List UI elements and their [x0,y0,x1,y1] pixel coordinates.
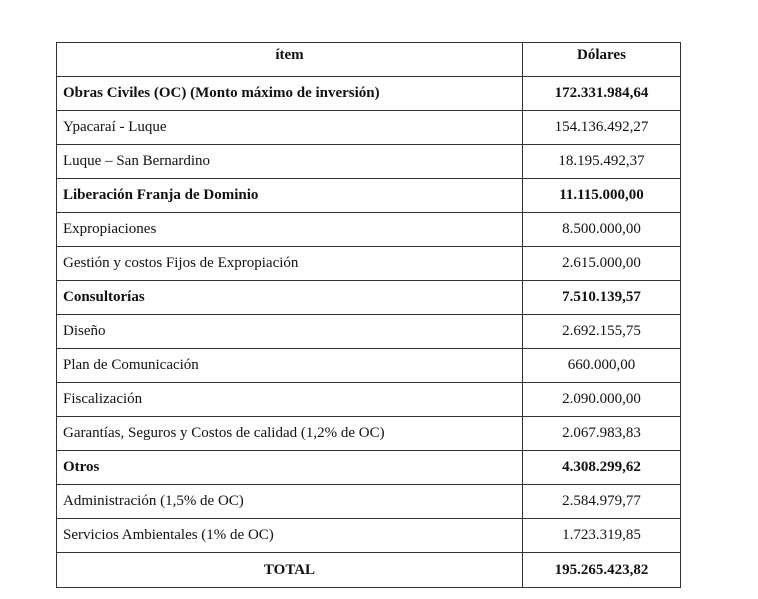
row-value: 2.584.979,77 [523,485,681,519]
table-row [57,145,681,179]
table-row [57,111,681,145]
table-row [57,519,681,553]
row-item: Plan de Comunicación [57,349,523,383]
budget-table [56,42,681,588]
row-item: Ypacaraí - Luque [57,111,523,145]
row-value: 4.308.299,62 [523,451,681,485]
table-section-row [57,281,681,315]
table-section-row [57,77,681,111]
row-item: Fiscalización [57,383,523,417]
table-section-row [57,179,681,213]
row-value: 18.195.492,37 [523,145,681,179]
row-value: 2.692.155,75 [523,315,681,349]
row-item: Liberación Franja de Dominio [57,179,523,213]
row-value: 2.067.983,83 [523,417,681,451]
row-item: Otros [57,451,523,485]
row-value: 2.615.000,00 [523,247,681,281]
table-row [57,213,681,247]
row-value: 7.510.139,57 [523,281,681,315]
column-header-dollars: Dólares [523,43,681,77]
row-item: Obras Civiles (OC) (Monto máximo de inversión) [57,77,523,111]
row-value: 660.000,00 [523,349,681,383]
table-row [57,417,681,451]
table-body [57,77,681,553]
row-value: 2.090.000,00 [523,383,681,417]
total-row [57,553,681,588]
row-item: Servicios Ambientales (1% de OC) [57,519,523,553]
table-section-row [57,451,681,485]
row-item: Gestión y costos Fijos de Expropiación [57,247,523,281]
row-item: Diseño [57,315,523,349]
table-row [57,383,681,417]
total-label: TOTAL [57,553,523,588]
row-value: 8.500.000,00 [523,213,681,247]
row-item: Administración (1,5% de OC) [57,485,523,519]
total-value: 195.265.423,82 [523,553,681,588]
table-row [57,349,681,383]
row-item: Luque – San Bernardino [57,145,523,179]
row-value: 172.331.984,64 [523,77,681,111]
row-item: Consultorías [57,281,523,315]
row-value: 1.723.319,85 [523,519,681,553]
row-item: Expropiaciones [57,213,523,247]
table-row [57,247,681,281]
table-row [57,315,681,349]
row-value: 11.115.000,00 [523,179,681,213]
table-header-row [57,43,681,77]
table-row [57,485,681,519]
row-value: 154.136.492,27 [523,111,681,145]
column-header-item: ítem [57,43,523,77]
row-item: Garantías, Seguros y Costos de calidad (1,2% de OC) [57,417,523,451]
